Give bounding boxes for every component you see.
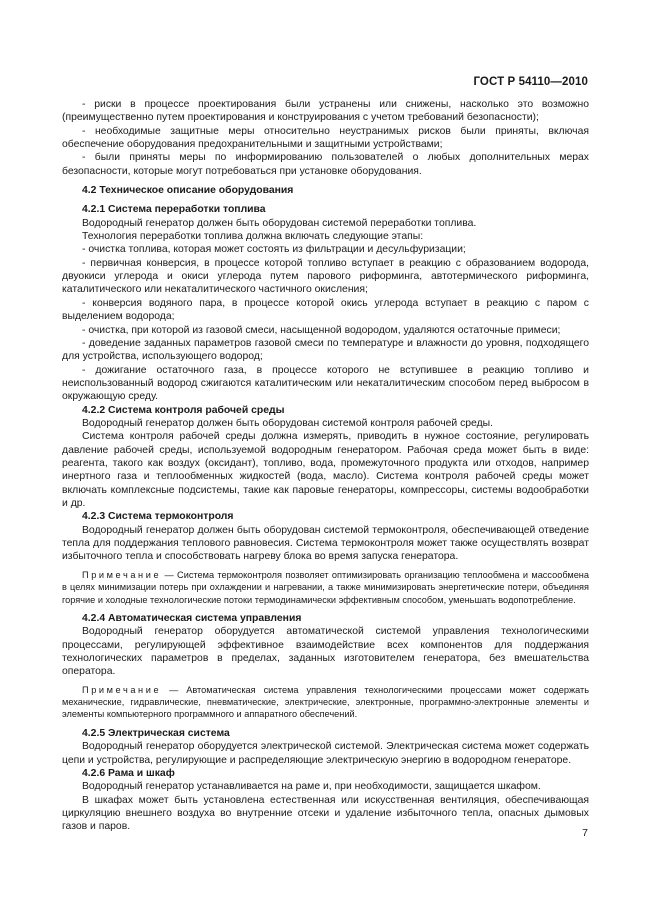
- paragraph: Водородный генератор устанавливается на раме и, при необходимости, защищается шкафом.: [82, 781, 541, 793]
- subsection-heading-4-2-1: 4.2.1 Система переработки топлива: [82, 204, 266, 216]
- list-item: - первичная конверсия, в процессе которой топливо вступает в реакцию с образованием водорода, двуокиси углерода и окиси углерода путем парового риформинга, автотермического риформинга, каталитического или некаталитического частичного окисления;: [62, 257, 589, 296]
- paragraph: Водородный генератор оборудуется автоматической системой управления технологическими процессами, регулирующей эффективное взаимодействие всех компонентов для поддержания технологических параметров в пределах, заданных изготовителем генератора, без вмешательства оператора.: [62, 626, 589, 678]
- list-item: - дожигание остаточного газа, в процессе которого не вступившее в реакцию топливо и неиспользованный водород сжигаются каталитическим или некаталитическим способом перед выбросом в окружающую среду.: [62, 364, 589, 403]
- page-number: 7: [582, 827, 588, 839]
- paragraph: Система контроля рабочей среды должна измерять, приводить в нужное состояние, регулировать давление рабочей среды, используемой водородным генератором. Рабочая среда может быть в виде: реагента, такого как воздух (оксидант), топливо, вода, промежуточного продукта или отходов, например инертного газа и теплообменных жидкостей (вода, масло). Система контроля рабочей среды может включать комплексные подсистемы, такие как паровые генераторы, компрессоры, системы водообработки и др.: [62, 431, 589, 509]
- intro-paragraph: - необходимые защитные меры относительно неустранимых рисков были приняты, включая обеспечение оборудования предохранительными и защитными устройствами;: [62, 125, 589, 151]
- paragraph: Водородный генератор должен быть оборудован системой контроля рабочей среды.: [82, 417, 494, 429]
- paragraph: Технология переработки топлива должна включать следующие этапы:: [82, 231, 424, 243]
- intro-paragraph: - риски в процессе проектирования были устранены или снижены, насколько это возможно (преимущественно путем проектирования и конструирования с учетом требований безопасности);: [62, 99, 589, 124]
- list-item: - конверсия водяного пара, в процессе которой окись углерода вступает в реакцию с паром с выделением водорода;: [62, 297, 589, 323]
- subsection-heading-4-2-3: 4.2.3 Система термоконтроля: [82, 511, 234, 523]
- paragraph: В шкафах может быть установлена естественная или искусственная вентиляция, обеспечивающая циркуляцию внешнего воздуха во внутренние отсеки и удаление избыточного тепла, опасных дымовых газов и паров.: [62, 794, 589, 833]
- standard-designation: ГОСТ Р 54110—2010: [473, 76, 588, 88]
- document-body: [62, 98, 589, 834]
- list-item: - очистка топлива, которая может состоять из фильтрации и десульфуризации;: [82, 244, 466, 256]
- note: [62, 569, 589, 606]
- intro-paragraph: - были приняты меры по информированию пользователей о любых дополнительных мерах безопасности, которые могут потребоваться при установке оборудования.: [62, 152, 589, 177]
- paragraph: Водородный генератор должен быть оборудован системой термоконтроля, обеспечивающей отведение тепла для поддержания теплового равновесия. Система термоконтроля может также осуществлять возврат избыточного тепла и способствовать нагреву блока во время запуска генератора.: [62, 524, 589, 563]
- note-text: — Автоматическая система управления технологическими процессами может содержать механические, гидравлические, пневматические, электрические, электронные, программно-электронные элементы и элементы компьютерного программного и аппаратного обеспечений.: [62, 684, 589, 720]
- note-text: — Система термоконтроля позволяет оптимизировать организацию теплообмена и массообмена в целях минимизации потерь при охлаждении и нагревании, а также минимизировать энергетические потери, объединяя горячие и холодные технологические потоки термодинамически эффективным способом, уменьшать водопотребление.: [62, 569, 589, 605]
- subsection-heading-4-2-4: 4.2.4 Автоматическая система управления: [82, 612, 302, 624]
- note-label: Примечание: [82, 569, 162, 580]
- subsection-heading-4-2-6: 4.2.6 Рама и шкаф: [82, 767, 175, 779]
- note-label: Примечание: [82, 684, 162, 695]
- section-heading-4-2: 4.2 Техническое описание оборудования: [82, 185, 294, 197]
- subsection-heading-4-2-2: 4.2.2 Система контроля рабочей среды: [82, 404, 285, 416]
- list-item: - очистка, при которой из газовой смеси, насыщенной водородом, удаляются остаточные примеси;: [82, 324, 561, 336]
- paragraph: Водородный генератор должен быть оборудован системой переработки топлива.: [82, 217, 477, 229]
- subsection-heading-4-2-5: 4.2.5 Электрическая система: [82, 727, 230, 739]
- list-item: - доведение заданных параметров газовой смеси по температуре и влажности до уровня, подходящего для устройства, использующего водород;: [62, 337, 589, 363]
- note: [62, 684, 589, 721]
- paragraph: Водородный генератор оборудуется электрической системой. Электрическая система может содержать цепи и устройства, регулирующие и распределяющие электрическую энергию в водородном генераторе.: [62, 741, 589, 766]
